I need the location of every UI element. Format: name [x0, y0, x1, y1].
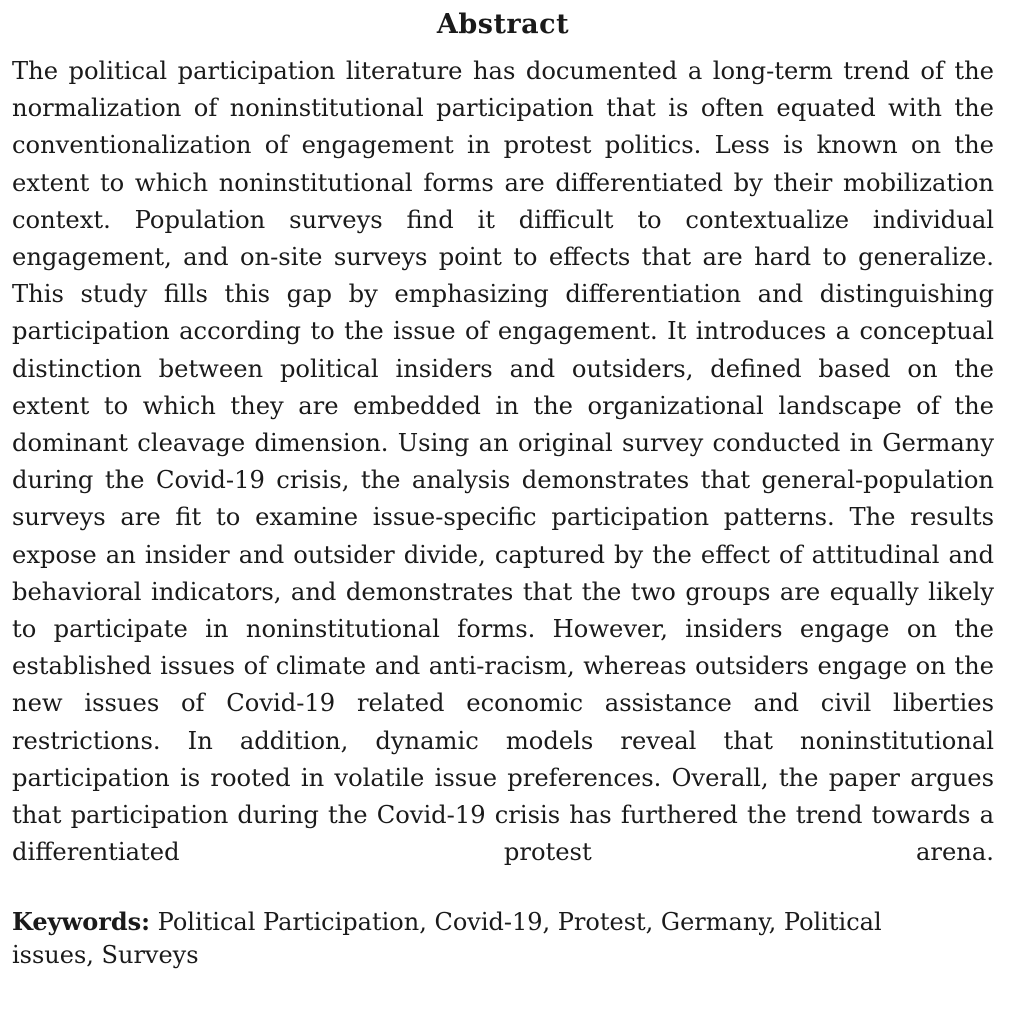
abstract-heading: Abstract [436, 9, 570, 40]
keywords-text: Political Participation, Covid-19, Protest, Germany, Political issues, Surveys [12, 908, 882, 970]
abstract-body: The political participation literature has documented a long-term trend of the normalization of noninstitutional participation that is often equated with the conventionalization of engagement in protest politics. Less is known on the extent to which noninstitutional forms are differentiated by their mobilization context. Population surveys find it difficult to contextualize individual engagement, and on-site surveys point to effects that are hard to generalize. This study fills this gap by emphasizing differentiation and distinguishing participation according to the issue of engagement. It introduces a conceptual distinction between political insiders and outsiders, defined based on the extent to which they are embedded in the organizational landscape of the dominant cleavage dimension. Using an original survey conducted in Germany during the Covid-19 crisis, the analysis demonstrates that general-population surveys are fit to examine issue-specific participation patterns. The results expose an insider and outsider divide, captured by the effect of attitudinal and behavioral indicators, and demonstrates that the two groups are equally likely to participate in noninstitutional forms. However, insiders engage on the established issues of climate and anti-racism, whereas outsiders engage on the new issues of Covid-19 related economic assistance and civil liberties restrictions. In addition, dynamic models reveal that noninstitutional participation is rooted in volatile issue preferences. Overall, the paper argues that participation during the Covid-19 crisis has furthered the trend towards a differentiated protest arena. [12, 57, 994, 867]
keywords-label: Keywords: [12, 907, 151, 937]
keywords-section [12, 905, 952, 972]
